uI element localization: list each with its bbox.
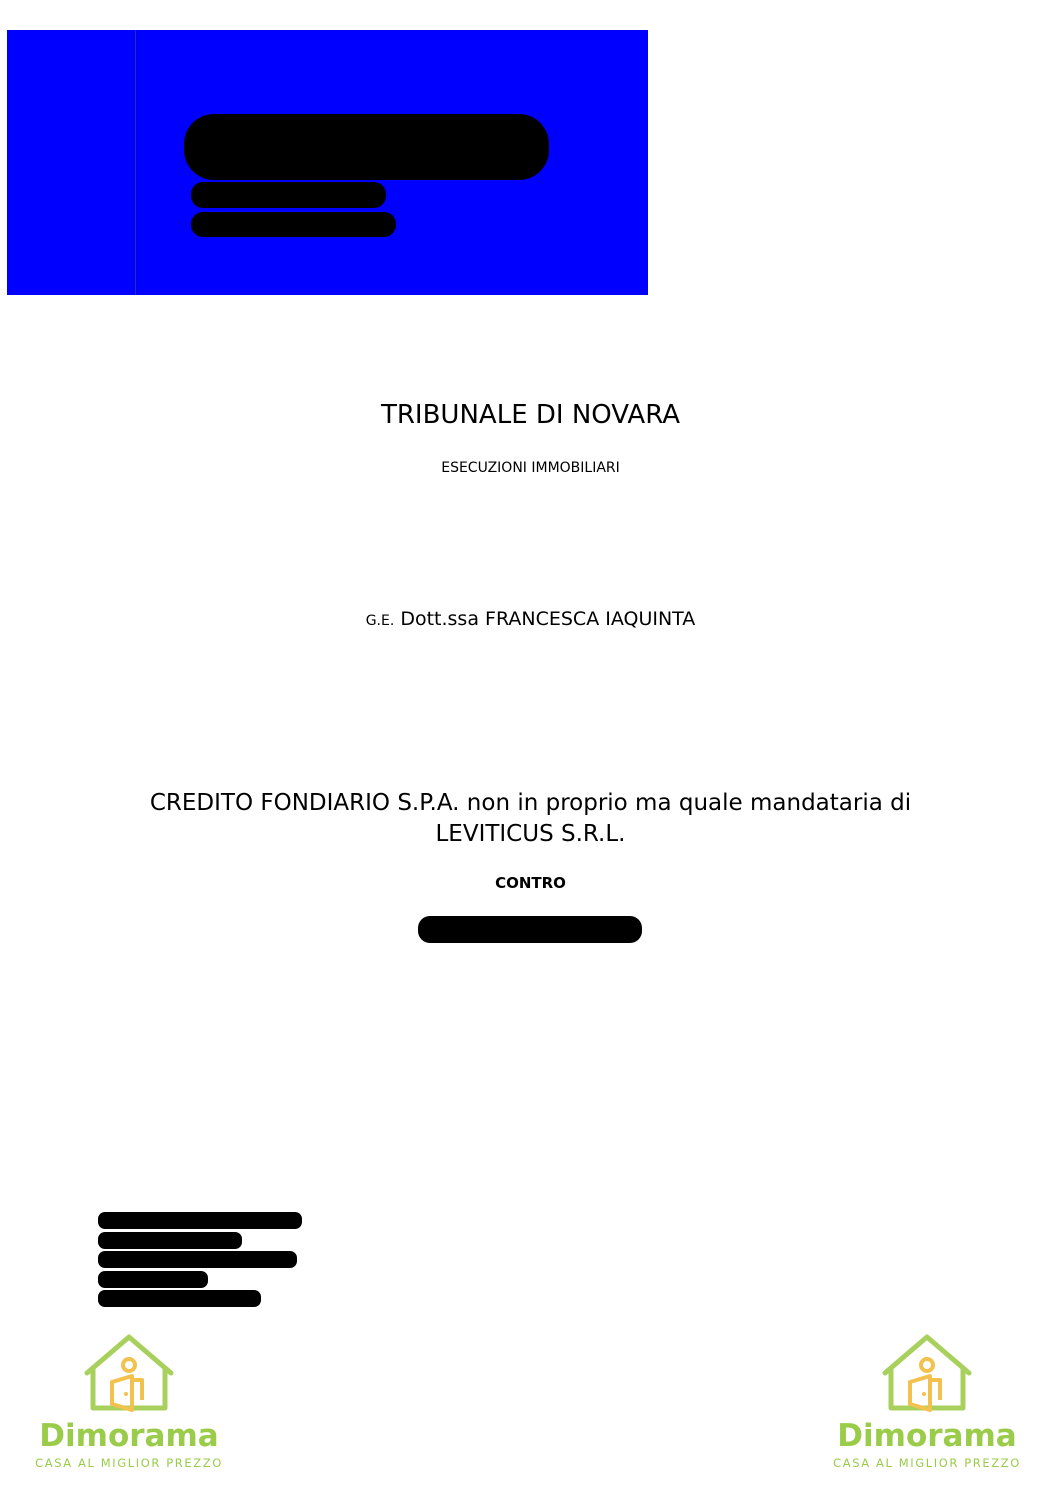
- redacted-header-line-2: [191, 212, 396, 237]
- redacted-address-line-1: [98, 1212, 302, 1229]
- dimorama-logo-right: [822, 1332, 1032, 1472]
- header-banner: [7, 30, 648, 295]
- logo-tagline: CASA AL MIGLIOR PREZZO: [833, 1456, 1021, 1470]
- logo-tagline: CASA AL MIGLIOR PREZZO: [35, 1456, 223, 1470]
- judge-line: [0, 608, 1061, 630]
- court-subtitle: ESECUZIONI IMMOBILIARI: [441, 460, 620, 476]
- creditor-block: [0, 788, 1061, 850]
- creditor-line-1: CREDITO FONDIARIO S.P.A. non in proprio ma quale mandataria di: [149, 790, 912, 816]
- judge-prefix: G.E.: [365, 613, 395, 629]
- redacted-debtor: [418, 916, 642, 943]
- house-person-icon: [822, 1332, 1032, 1418]
- creditor-line-2: LEVITICUS S.R.L.: [435, 821, 626, 847]
- redacted-address-line-5: [98, 1290, 261, 1307]
- logo-name: Dimorama: [837, 1418, 1017, 1454]
- header-divider: [135, 30, 136, 295]
- redacted-header-line-1: [191, 182, 386, 208]
- logo-name: Dimorama: [39, 1418, 219, 1454]
- versus-label: CONTRO: [495, 874, 566, 892]
- house-person-icon: [24, 1332, 234, 1418]
- judge-name: Dott.ssa FRANCESCA IAQUINTA: [400, 608, 696, 630]
- redacted-address-line-4: [98, 1271, 208, 1288]
- redacted-address-line-3: [98, 1251, 297, 1268]
- redacted-address-line-2: [98, 1232, 242, 1249]
- court-title: TRIBUNALE DI NOVARA: [380, 400, 680, 430]
- dimorama-logo-left: [24, 1332, 234, 1472]
- redacted-header-title: [184, 114, 549, 180]
